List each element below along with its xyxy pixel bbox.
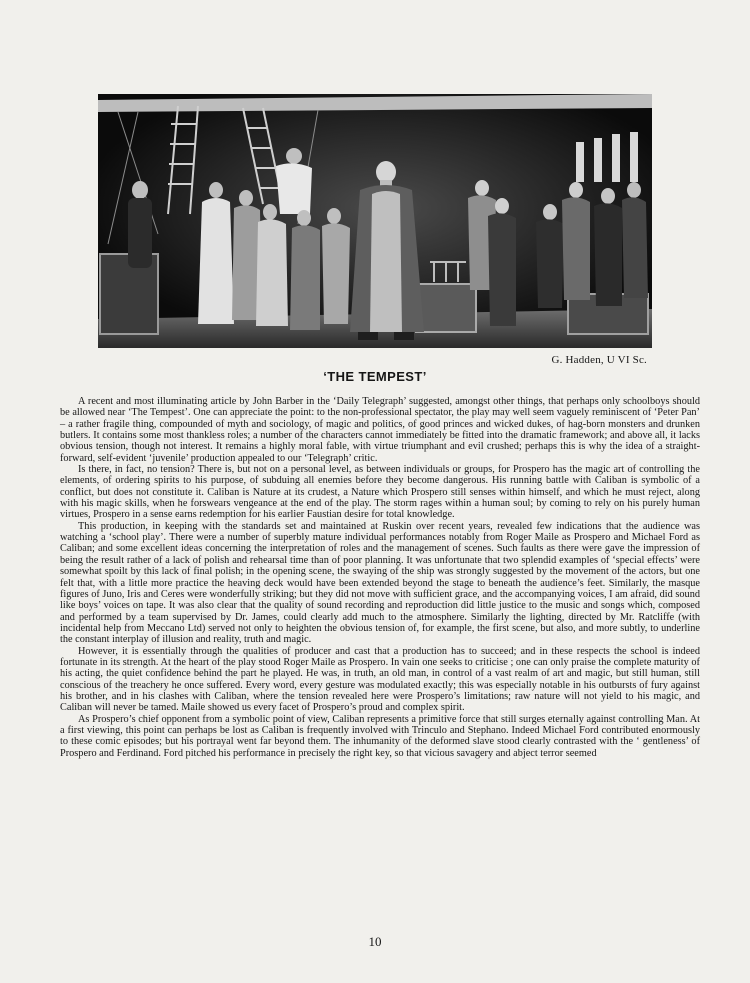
photo-credit: G. Hadden, U VI Sc. <box>551 354 647 366</box>
stage-production-photo <box>98 94 652 348</box>
paragraph: Is there, in fact, no tension? There is, but not on a personal level, as between individuals or groups, for Prospero has the magic art of controlling the elements, of ordering spirits to his purpose, of subduing all enemies before they become dangerous. His running battle with Caliban is symbolic of a conflict, but does not constitute it. Caliban is Nature at its crudest, a Nature which Prospero still senses within himself, and which he must reject, along with his magic skills, when he forswears vengeance at the end of the play. The storm rages within a human soul; by coming to rely on his purely human virtues, Prospero in a sense earns redemption for his earlier Faustian desire for total knowledge. <box>60 464 700 521</box>
paragraph: This production, in keeping with the standards set and maintained at Ruskin over recent years, revealed few indications that the audience was watching a ‘school play’. There were a number of superbly mature individual performances notably from Roger Maile as Prospero and Michael Ford as Caliban; and some excellent ideas concerning the interpretation of roles and the management of scenes. Such faults as there were gave the impression of being the result rather of a lack of polish and rehearsal time than of poor planning. It was unfortunate that two splendid examples of ‘special effects’ were somewhat spoilt by this lack of final polish; in the opening scene, the swaying of the ship was strongly suggested by the movement of the actors, but one felt that, with a little more practice the heaving deck would have been extended beyond the stage to beneath the audience’s feet. Similarly, the masque figures of Juno, Iris and Ceres were wonderfully striking; but they did not move with sufficient grace, and the accompanying voices, I am afraid, did sound like boys’ voices on tape. It was also clear that the quality of sound recording and reproduction did little justice to the music and songs which, composed and performed by a team supervised by Dr. James, could clearly add much to the atmosphere. Similarly the lighting, directed by Mr. Ratcliffe (with incidental help from Meccano Ltd) served not only to heighten the obvious tension of, for example, the first scene, but also, and more subtly, to underline the constant interplay of illusion and reality, truth and magic. <box>60 520 700 646</box>
paragraph: A recent and most illuminating article by John Barber in the ‘Daily Telegraph’ suggested, amongst other things, that perhaps only schoolboys should be allowed near ‘The Tempest’. One can appreciate the point: to the non-professional spectator, the play may well seem vaguely reminiscent of ‘Peter Pan’ – a rather fragile thing, compounded of myth and sociology, of magic and politics, of good princes and wicked dukes, of hag-born monsters and drunken butlers. It contains some most thankless roles; a number of the characters cannot immediately be fitted into the dramatic framework; and above all, it lacks obvious tension, though not interest. It remains a highly moral fable, with virtue triumphant and evil crushed; perhaps this is why the idea of a straight-forward, self-evident ‘juvenile’ production appealed to our ‘Telegraph’ critic. <box>60 396 700 464</box>
page-number: 10 <box>368 934 382 949</box>
paragraph: As Prospero’s chief opponent from a symbolic point of view, Caliban represents a primitive force that still surges eternally against controlling Man. At a first viewing, this point can perhaps be lost as Caliban is frequently involved with Trinculo and Stephano. Indeed Michael Ford contributed enormously to these comic episodes; but his portrayal went far beyond them. The inhumanity of the deformed slave stood clearly contrasted with the ‘ gentleness’ of Prospero and Ferdinand. Ford pitched his performance in precisely the right key, so that vicious savagery and abject terror seemed <box>60 713 700 759</box>
paragraph: However, it is essentially through the qualities of producer and cast that a production has to succeed; and in these respects the school is indeed fortunate in its strength. At the heart of the play stood Roger Maile as Prospero. In vain one seeks to criticise ; one can only praise the complete maturity of his acting, the quiet confidence behind the part he played. He was, in truth, an old man, in control of a vast realm of art and magic, but still human, still conscious of the treachery he once suffered. Every word, every gesture was modulated exactly; this was especially notable in his outbursts of fury against his brother, and in his clashes with Caliban, where the tension revealed here were Prospero’s limitations; raw nature will not yield to his magic, and Caliban will never be tamed. Maile showed us every facet of Prospero’s proud and complex spirit. <box>60 645 700 714</box>
article-title: ‘THE TEMPEST’ <box>323 369 427 384</box>
article-body <box>60 396 700 759</box>
